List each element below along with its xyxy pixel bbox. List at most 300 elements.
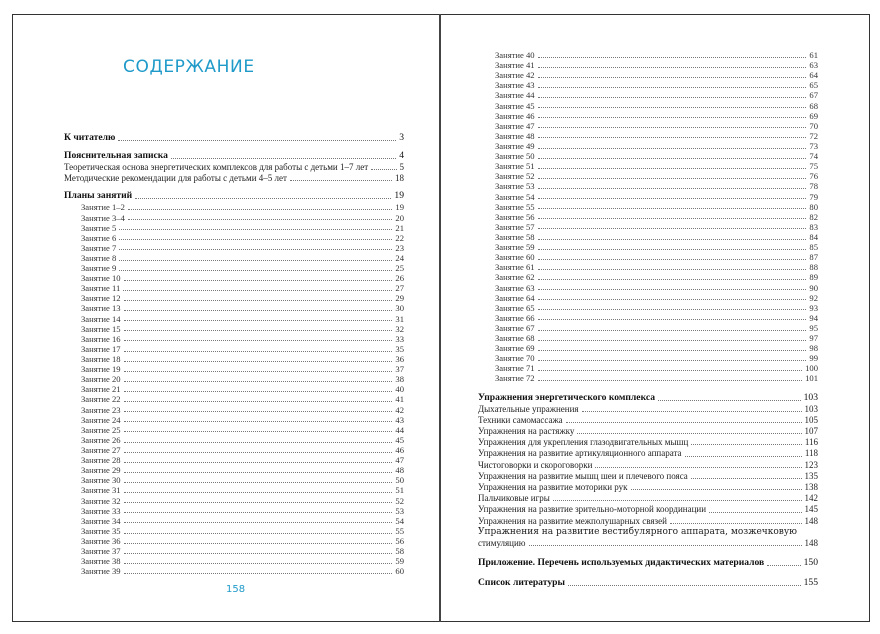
toc-lesson-entry[interactable] — [478, 80, 818, 90]
dot-leader — [123, 290, 392, 291]
toc-lesson-entry[interactable] — [478, 242, 818, 252]
dot-leader — [538, 97, 807, 98]
dot-leader — [124, 563, 393, 564]
toc-lesson-entry[interactable] — [64, 344, 404, 354]
toc-lesson-entry[interactable] — [478, 101, 818, 111]
entry-page-number: 59 — [395, 556, 404, 567]
toc-entry[interactable] — [478, 448, 818, 459]
entry-label: Занятие 67 — [495, 322, 535, 333]
page-number: 158 — [226, 584, 246, 595]
dot-leader — [171, 158, 396, 159]
entry-page-number: 103 — [803, 391, 818, 403]
entry-label: Занятие 54 — [495, 191, 535, 202]
dot-leader — [709, 512, 801, 513]
dot-leader — [538, 117, 807, 118]
entry-page-number: 92 — [809, 292, 818, 303]
toc-section-heading[interactable] — [64, 190, 404, 202]
toc-lesson-entry[interactable] — [478, 70, 818, 80]
dot-leader — [538, 188, 807, 189]
dot-leader — [124, 553, 393, 554]
dot-leader — [595, 467, 801, 468]
toc-lesson-entry[interactable] — [478, 262, 818, 272]
toc-lesson-entry[interactable] — [478, 131, 818, 141]
entry-label-line1: Упражнения на развитие вестибулярного аппарата, мозжечковую — [478, 526, 797, 537]
entry-label: Занятие 24 — [81, 414, 121, 425]
entry-page-number: 70 — [809, 120, 818, 131]
toc-lesson-entry[interactable] — [478, 343, 818, 353]
dot-leader — [538, 380, 803, 381]
toc-lesson-entry[interactable] — [478, 151, 818, 161]
toc-lesson-entry[interactable] — [478, 353, 818, 363]
dot-leader — [658, 400, 801, 401]
entry-page-number: 27 — [395, 283, 404, 294]
entry-label: Занятие 63 — [495, 282, 535, 293]
entry-page-number: 84 — [809, 231, 818, 242]
dot-leader — [538, 87, 807, 88]
entry-label: Занятие 38 — [81, 556, 121, 567]
entry-page-number: 30 — [395, 303, 404, 314]
toc-lesson-entry[interactable] — [64, 223, 404, 233]
entry-page-number: 32 — [395, 323, 404, 334]
dot-leader — [538, 360, 807, 361]
entry-page-number: 82 — [809, 211, 818, 222]
entry-label: Занятие 9 — [81, 263, 117, 274]
dot-leader — [538, 279, 807, 280]
entry-label: Планы занятий — [64, 190, 133, 202]
toc-lesson-entry[interactable] — [478, 222, 818, 232]
toc-entry[interactable] — [478, 504, 818, 515]
toc-lesson-entry[interactable] — [478, 363, 818, 373]
entry-label: Чистоговорки и скороговорки — [478, 459, 593, 470]
entry-label: Занятие 43 — [495, 80, 535, 91]
entry-label: Занятие 11 — [81, 283, 121, 294]
dot-leader — [124, 320, 393, 321]
dot-leader — [538, 218, 807, 219]
dot-leader — [538, 107, 807, 108]
dot-leader — [124, 411, 393, 412]
toc-lesson-entry[interactable] — [64, 445, 404, 455]
dot-leader — [691, 478, 802, 479]
toc-lesson-entry[interactable] — [478, 171, 818, 181]
toc-lesson-entry[interactable] — [64, 546, 404, 556]
toc-lesson-entry[interactable] — [64, 526, 404, 536]
entry-page-number: 58 — [395, 546, 404, 557]
dot-leader — [538, 127, 807, 128]
toc-entry[interactable] — [478, 527, 818, 549]
entry-page-number: 97 — [809, 333, 818, 344]
toc-lesson-entry[interactable] — [64, 253, 404, 263]
toc-lesson-entry[interactable] — [64, 263, 404, 273]
entry-page-number: 36 — [395, 354, 404, 365]
entry-page-number: 19 — [395, 202, 404, 213]
toc-lesson-entry[interactable] — [478, 181, 818, 191]
toc-entry[interactable] — [478, 516, 818, 527]
toc-lesson-entry[interactable] — [64, 283, 404, 293]
entry-label: Занятие 6 — [81, 232, 117, 243]
entry-page-number: 79 — [809, 191, 818, 202]
toc-lesson-entry[interactable] — [64, 556, 404, 566]
entry-page-number: 116 — [804, 437, 818, 448]
entry-page-number: 142 — [804, 493, 818, 504]
dot-leader — [529, 545, 802, 546]
entry-label: Занятие 13 — [81, 303, 121, 314]
toc-entry[interactable] — [478, 404, 818, 415]
entry-page-number: 31 — [395, 313, 404, 324]
dot-leader — [124, 330, 393, 331]
entry-page-number: 38 — [395, 374, 404, 385]
entry-page-number: 25 — [395, 263, 404, 274]
entry-label: Занятие 57 — [495, 221, 535, 232]
toc-lesson-entry[interactable] — [64, 293, 404, 303]
entry-label: Занятие 18 — [81, 354, 121, 365]
dot-leader — [566, 422, 802, 423]
toc-entry-continuation — [478, 538, 818, 549]
entry-page-number: 95 — [809, 322, 818, 333]
toc-lesson-entry[interactable] — [64, 566, 404, 576]
toc-entry[interactable] — [478, 471, 818, 482]
dot-leader — [124, 492, 393, 493]
dot-leader — [124, 381, 393, 382]
dot-leader — [124, 502, 393, 503]
entry-page-number: 4 — [399, 150, 404, 161]
toc-lesson-entry[interactable] — [478, 283, 818, 293]
entry-label: Занятие 23 — [81, 404, 121, 415]
toc-lesson-entry[interactable] — [64, 213, 404, 223]
toc-entry[interactable] — [478, 482, 818, 493]
entry-label: К читателю — [64, 132, 116, 143]
dot-leader — [128, 219, 393, 220]
entry-page-number: 145 — [804, 504, 818, 515]
entry-page-number: 73 — [809, 140, 818, 151]
dot-leader — [128, 209, 393, 210]
toc-lesson-entry[interactable] — [478, 192, 818, 202]
entry-label: Теоретическая основа энергетических комплексов для работы с детьми 1–7 лет — [64, 162, 369, 172]
toc-lesson-entry[interactable] — [478, 374, 818, 384]
toc-lesson-entry[interactable] — [478, 60, 818, 70]
entry-page-number: 56 — [395, 536, 404, 546]
dot-leader — [538, 198, 807, 199]
entry-label: Занятие 52 — [495, 171, 535, 182]
dot-leader — [124, 573, 393, 574]
dot-leader — [119, 229, 392, 230]
dot-leader — [691, 444, 802, 445]
entry-page-number: 98 — [809, 343, 818, 354]
entry-label: Занятие 25 — [81, 424, 121, 435]
dot-leader — [538, 208, 807, 209]
entry-label: Занятие 31 — [81, 485, 121, 496]
dot-leader — [538, 269, 807, 270]
entry-label: Упражнения на развитие мышц шеи и плечевого пояса — [478, 470, 688, 481]
dot-leader — [118, 140, 396, 141]
entry-page-number: 43 — [395, 414, 404, 425]
entry-page-number: 78 — [809, 181, 818, 192]
dot-leader — [119, 249, 392, 250]
entry-label: Занятие 70 — [495, 353, 535, 364]
entry-page-number: 48 — [395, 465, 404, 476]
entry-label: Занятие 37 — [81, 546, 121, 557]
toc-lesson-entry[interactable] — [478, 313, 818, 323]
entry-page-number: 19 — [394, 190, 404, 202]
entry-page-number: 148 — [804, 515, 818, 526]
entry-label: Занятие 68 — [495, 333, 535, 344]
page-fold — [439, 14, 441, 622]
entry-label: Занятие 65 — [495, 302, 535, 313]
toc-entry[interactable] — [478, 437, 818, 448]
dot-leader — [124, 340, 393, 341]
entry-label: Занятие 1–2 — [81, 202, 125, 213]
dot-leader — [685, 456, 802, 457]
dot-leader — [767, 565, 800, 566]
dot-leader — [135, 198, 391, 199]
toc-entry[interactable] — [64, 173, 404, 184]
entry-label: Занятие 27 — [81, 445, 121, 456]
dot-leader — [124, 543, 393, 544]
toc-lesson-entry[interactable] — [478, 212, 818, 222]
toc-lesson-entry[interactable] — [478, 272, 818, 282]
entry-label: Упражнения на развитие моторики рук — [478, 482, 628, 493]
entry-page-number: 46 — [395, 445, 404, 456]
toc-lesson-entry[interactable] — [64, 304, 404, 314]
toc-lesson-entry[interactable] — [64, 405, 404, 415]
toc-lesson-entry[interactable] — [478, 161, 818, 171]
toc-entry[interactable] — [478, 460, 818, 471]
entry-label: Занятие 62 — [495, 272, 535, 283]
entry-page-number: 89 — [809, 272, 818, 283]
entry-label: Занятие 14 — [81, 313, 121, 324]
dot-leader — [670, 523, 802, 524]
dot-leader — [538, 57, 807, 58]
dot-leader — [577, 433, 801, 434]
toc-section-heading[interactable] — [478, 577, 818, 589]
entry-page-number: 76 — [809, 171, 818, 182]
toc-lesson-entry[interactable] — [64, 435, 404, 445]
entry-page-number: 51 — [395, 485, 404, 496]
entry-page-number: 22 — [395, 232, 404, 243]
entry-page-number: 155 — [803, 577, 818, 589]
entry-page-number: 40 — [395, 384, 404, 395]
toc-section-heading[interactable] — [64, 132, 404, 144]
entry-page-number: 90 — [809, 282, 818, 293]
entry-page-number: 47 — [395, 455, 404, 466]
toc-lesson-entry[interactable] — [478, 202, 818, 212]
entry-page-number: 37 — [395, 364, 404, 375]
entry-label: Занятие 40 — [495, 49, 535, 60]
dot-leader — [538, 77, 807, 78]
toc-lesson-entry[interactable] — [64, 314, 404, 324]
entry-label: Занятие 30 — [81, 475, 121, 486]
dot-leader — [124, 310, 393, 311]
entry-label: Занятие 55 — [495, 201, 535, 212]
toc-lesson-entry[interactable] — [478, 323, 818, 333]
dot-leader — [538, 239, 807, 240]
toc-lesson-entry[interactable] — [64, 496, 404, 506]
entry-label: Техники самомассажа — [478, 414, 563, 425]
entry-label: Занятие 46 — [495, 110, 535, 121]
entry-label: Занятие 39 — [81, 566, 121, 577]
toc-section-heading[interactable] — [478, 557, 818, 569]
toc-lesson-entry[interactable] — [64, 475, 404, 485]
dot-leader — [124, 421, 393, 422]
toc-lesson-entry[interactable] — [64, 273, 404, 283]
toc-entry[interactable] — [64, 162, 404, 173]
toc-lesson-entry[interactable] — [64, 374, 404, 384]
entry-label: Упражнения для укрепления глазодвигательных мышц — [478, 437, 689, 448]
dot-leader — [538, 340, 807, 341]
entry-label: Занятие 50 — [495, 151, 535, 162]
entry-label: Занятие 19 — [81, 364, 121, 375]
toc-lesson-entry[interactable] — [64, 455, 404, 465]
toc-lesson-entry[interactable] — [64, 202, 404, 212]
dot-leader — [538, 370, 803, 371]
dot-leader — [124, 482, 393, 483]
entry-label: Занятие 34 — [81, 515, 121, 526]
toc-lesson-entry[interactable] — [64, 243, 404, 253]
toc-lesson-entry[interactable] — [478, 90, 818, 100]
entry-label: Упражнения на развитие межполушарных связей — [478, 515, 667, 526]
entry-label: Занятие 49 — [495, 140, 535, 151]
dot-leader — [290, 180, 392, 181]
entry-label: Занятие 56 — [495, 211, 535, 222]
entry-label: Занятие 28 — [81, 455, 121, 466]
entry-page-number: 35 — [395, 343, 404, 354]
entry-page-number: 45 — [395, 434, 404, 445]
entry-page-number: 75 — [809, 161, 818, 172]
dot-leader — [538, 259, 807, 260]
entry-page-number: 103 — [804, 403, 818, 414]
toc-lesson-entry[interactable] — [478, 141, 818, 151]
entry-page-number: 67 — [809, 90, 818, 101]
toc-entry[interactable] — [478, 426, 818, 437]
dot-leader — [124, 512, 393, 513]
entry-page-number: 18 — [395, 173, 404, 184]
entry-label: Упражнения на развитие артикуляционного аппарата — [478, 448, 682, 459]
dot-leader — [538, 158, 807, 159]
toc-lesson-entry[interactable] — [64, 364, 404, 374]
entry-label: Занятие 26 — [81, 434, 121, 445]
toc-section-heading[interactable] — [478, 392, 818, 404]
dot-leader — [124, 442, 393, 443]
dot-leader — [538, 168, 807, 169]
toc-lesson-entry[interactable] — [478, 232, 818, 242]
toc-lesson-entry[interactable] — [64, 324, 404, 334]
entry-label: Занятие 42 — [495, 70, 535, 81]
dot-leader — [124, 533, 393, 534]
entry-page-number: 107 — [804, 426, 818, 437]
entry-label: Занятие 33 — [81, 505, 121, 516]
toc-lesson-entry[interactable] — [64, 415, 404, 425]
toc-lesson-entry[interactable] — [478, 111, 818, 121]
toc-lesson-entry[interactable] — [478, 293, 818, 303]
entry-page-number: 3 — [399, 132, 404, 143]
entry-page-number: 33 — [395, 333, 404, 344]
dot-leader — [119, 270, 392, 271]
dot-leader — [538, 249, 807, 250]
toc-section-heading[interactable] — [64, 150, 404, 162]
toc-lesson-entry[interactable] — [64, 485, 404, 495]
entry-page-number: 44 — [395, 424, 404, 435]
toc-lesson-entry[interactable] — [478, 333, 818, 343]
entry-label: Упражнения на растяжку — [478, 426, 575, 437]
entry-label: Занятие 32 — [81, 495, 121, 506]
entry-label: Занятие 53 — [495, 181, 535, 192]
entry-page-number: 135 — [804, 470, 818, 481]
dot-leader — [124, 371, 393, 372]
entry-label: Занятие 72 — [495, 373, 535, 384]
toc-lesson-entry[interactable] — [478, 121, 818, 131]
dot-leader — [371, 169, 396, 170]
entry-label: Занятие 7 — [81, 242, 117, 253]
entry-page-number: 50 — [395, 475, 404, 486]
dot-leader — [538, 67, 807, 68]
entry-label: Занятие 17 — [81, 343, 121, 354]
dot-leader — [124, 462, 393, 463]
entry-page-number: 74 — [809, 151, 818, 162]
entry-page-number: 118 — [804, 448, 818, 459]
entry-page-number: 138 — [804, 482, 818, 493]
dot-leader — [124, 391, 393, 392]
entry-page-number: 65 — [809, 80, 818, 91]
dot-leader — [119, 239, 392, 240]
entry-label: Занятие 66 — [495, 312, 535, 323]
toc-entry[interactable] — [478, 415, 818, 426]
entry-page-number: 53 — [395, 505, 404, 516]
dot-leader — [124, 280, 393, 281]
toc-lesson-entry[interactable] — [64, 394, 404, 404]
entry-page-number: 148 — [804, 538, 818, 549]
toc-lesson-entry[interactable] — [478, 303, 818, 313]
entry-page-number: 23 — [395, 242, 404, 253]
toc-lesson-entry[interactable] — [64, 334, 404, 344]
toc-lesson-entry[interactable] — [478, 252, 818, 262]
dot-leader — [124, 300, 393, 301]
entry-page-number: 69 — [809, 110, 818, 121]
toc-lesson-entry[interactable] — [64, 354, 404, 364]
toc-lesson-entry[interactable] — [64, 536, 404, 546]
entry-page-number: 150 — [803, 557, 818, 569]
entry-label: Упражнения на развитие зрительно-моторной координации — [478, 504, 707, 515]
toc-lesson-entry[interactable] — [478, 50, 818, 60]
dot-leader — [538, 309, 807, 310]
entry-page-number: 20 — [395, 212, 404, 223]
toc-lesson-entry[interactable] — [64, 465, 404, 475]
entry-label: Занятие 5 — [81, 222, 117, 233]
dot-leader — [538, 148, 807, 149]
entry-page-number: 24 — [395, 252, 404, 263]
dot-leader — [538, 330, 807, 331]
entry-label: Занятие 36 — [81, 536, 121, 546]
entry-label: Пальчиковые игры — [478, 493, 550, 504]
entry-label: Занятие 58 — [495, 231, 535, 242]
toc-lesson-entry[interactable] — [64, 384, 404, 394]
entry-page-number: 100 — [805, 363, 818, 374]
entry-label: Занятие 47 — [495, 120, 535, 131]
entry-page-number: 60 — [395, 566, 404, 577]
entry-label: Занятие 64 — [495, 292, 535, 303]
toc-lesson-entry[interactable] — [64, 506, 404, 516]
entry-label: Занятие 12 — [81, 293, 121, 304]
entry-page-number: 64 — [809, 70, 818, 81]
toc-lesson-entry[interactable] — [64, 516, 404, 526]
toc-entry[interactable] — [478, 493, 818, 504]
entry-label: Занятие 21 — [81, 384, 121, 395]
entry-label: Приложение. Перечень используемых дидактических материалов — [478, 557, 765, 569]
toc-lesson-entry[interactable] — [64, 233, 404, 243]
entry-page-number: 85 — [809, 242, 818, 253]
dot-leader — [568, 585, 801, 586]
toc-lesson-entry[interactable] — [64, 425, 404, 435]
entry-page-number: 101 — [805, 373, 818, 384]
entry-label: Занятие 48 — [495, 130, 535, 141]
